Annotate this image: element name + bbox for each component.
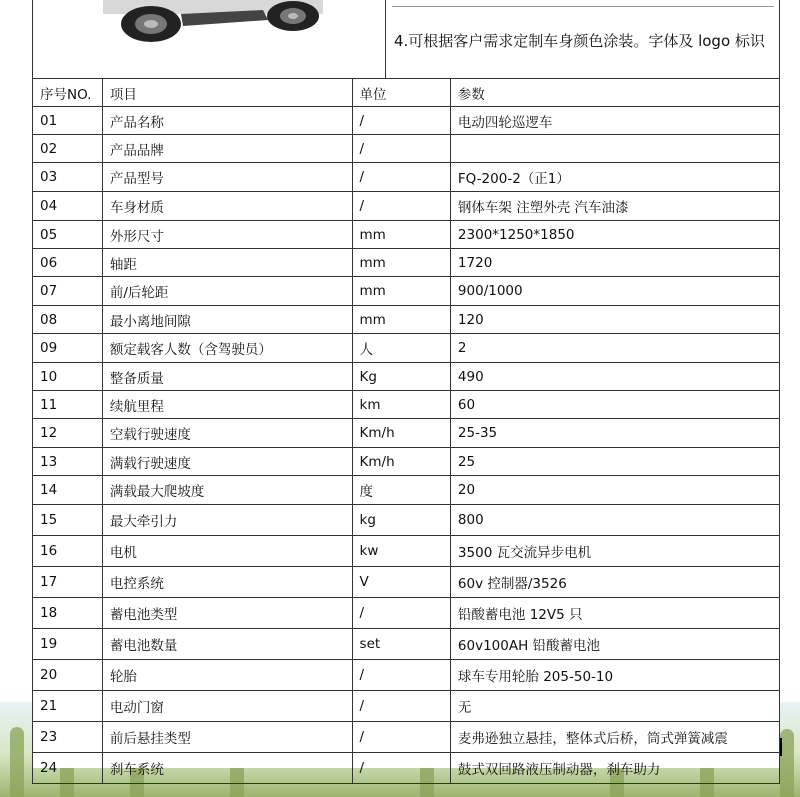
cell-no: 13: [33, 448, 103, 476]
table-row: [33, 249, 780, 277]
cell-item: 电动门窗: [102, 691, 352, 722]
table-row: [33, 192, 780, 221]
cell-value: 3500 瓦交流异步电机: [450, 536, 779, 567]
table-row: [33, 629, 780, 660]
table-row: [33, 277, 780, 306]
cell-value: 鼓式双回路液压制动器，刹车助力: [450, 753, 779, 784]
table-row: [33, 448, 780, 476]
cell-no: 12: [33, 419, 103, 448]
cell-unit: km: [352, 391, 450, 419]
cell-item: 蓄电池数量: [102, 629, 352, 660]
cell-value: 麦弗逊独立悬挂，整体式后桥，筒式弹簧减震: [450, 722, 779, 753]
cell-unit: /: [352, 192, 450, 221]
vehicle-photo: [93, 0, 333, 44]
cell-item: 轴距: [102, 249, 352, 277]
cell-value: 25-35: [450, 419, 779, 448]
cell-value: [450, 135, 779, 163]
table-row: [33, 363, 780, 391]
cell-value: 800: [450, 505, 779, 536]
cell-unit: V: [352, 567, 450, 598]
cell-value: 1720: [450, 249, 779, 277]
product-header-box: [32, 0, 780, 78]
spec-table: [32, 78, 780, 784]
cell-item: 蓄电池类型: [102, 598, 352, 629]
cell-item: 整备质量: [102, 363, 352, 391]
cell-no: 08: [33, 306, 103, 334]
cell-value: 铅酸蓄电池 12V5 只: [450, 598, 779, 629]
cell-no: 11: [33, 391, 103, 419]
table-header-row: [33, 79, 780, 107]
cell-value: FQ-200-2（正1）: [450, 163, 779, 192]
cell-item: 产品名称: [102, 107, 352, 135]
table-row: [33, 660, 780, 691]
cell-value: 钢体车架 注塑外壳 汽车油漆: [450, 192, 779, 221]
cell-item: 前后悬挂类型: [102, 722, 352, 753]
cell-item: 电控系统: [102, 567, 352, 598]
table-row: [33, 536, 780, 567]
cell-item: 前/后轮距: [102, 277, 352, 306]
table-row: [33, 505, 780, 536]
customization-note: 4.可根据客户需求定制车身颜色涂装。字体及 logo 标识: [394, 32, 765, 50]
cell-unit: /: [352, 660, 450, 691]
cell-item: 产品型号: [102, 163, 352, 192]
table-row: [33, 691, 780, 722]
cell-unit: mm: [352, 306, 450, 334]
table-row: [33, 722, 780, 753]
cell-item: 最大牵引力: [102, 505, 352, 536]
cell-value: 120: [450, 306, 779, 334]
table-row: [33, 753, 780, 784]
cell-unit: /: [352, 691, 450, 722]
header-value: 参数: [450, 79, 779, 107]
table-row: [33, 419, 780, 448]
table-row: [33, 107, 780, 135]
cell-no: 16: [33, 536, 103, 567]
cell-unit: mm: [352, 249, 450, 277]
cell-value: 25: [450, 448, 779, 476]
cell-unit: kw: [352, 536, 450, 567]
cell-unit: mm: [352, 277, 450, 306]
table-row: [33, 163, 780, 192]
cell-value: 490: [450, 363, 779, 391]
cell-no: 10: [33, 363, 103, 391]
cell-unit: /: [352, 163, 450, 192]
table-row: [33, 306, 780, 334]
divider: [392, 6, 774, 7]
cell-no: 23: [33, 722, 103, 753]
cell-no: 07: [33, 277, 103, 306]
cell-item: 最小离地间隙: [102, 306, 352, 334]
cell-unit: Km/h: [352, 448, 450, 476]
header-unit: 单位: [352, 79, 450, 107]
table-row: [33, 391, 780, 419]
cell-no: 03: [33, 163, 103, 192]
header-no: 序号NO.: [33, 79, 103, 107]
text-cursor: [780, 738, 782, 756]
cell-no: 14: [33, 476, 103, 505]
cell-value: 60v100AH 铅酸蓄电池: [450, 629, 779, 660]
table-row: [33, 334, 780, 363]
cell-no: 17: [33, 567, 103, 598]
cell-item: 电机: [102, 536, 352, 567]
cell-unit: kg: [352, 505, 450, 536]
cell-no: 18: [33, 598, 103, 629]
cell-item: 满载最大爬坡度: [102, 476, 352, 505]
cell-item: 续航里程: [102, 391, 352, 419]
cell-no: 06: [33, 249, 103, 277]
cell-unit: /: [352, 135, 450, 163]
cell-item: 车身材质: [102, 192, 352, 221]
cell-no: 09: [33, 334, 103, 363]
cell-unit: 人: [352, 334, 450, 363]
cell-item: 空载行驶速度: [102, 419, 352, 448]
table-row: [33, 567, 780, 598]
cell-item: 额定载客人数（含驾驶员）: [102, 334, 352, 363]
cell-no: 21: [33, 691, 103, 722]
cell-value: 2300*1250*1850: [450, 221, 779, 249]
table-row: [33, 476, 780, 505]
cell-item: 满载行驶速度: [102, 448, 352, 476]
cell-value: 球车专用轮胎 205-50-10: [450, 660, 779, 691]
cell-value: 60: [450, 391, 779, 419]
cell-unit: /: [352, 722, 450, 753]
cell-unit: /: [352, 107, 450, 135]
cell-no: 19: [33, 629, 103, 660]
cell-value: 60v 控制器/3526: [450, 567, 779, 598]
table-row: [33, 135, 780, 163]
cell-item: 刹车系统: [102, 753, 352, 784]
cell-value: 20: [450, 476, 779, 505]
cell-item: 外形尺寸: [102, 221, 352, 249]
cell-no: 04: [33, 192, 103, 221]
table-row: [33, 221, 780, 249]
cell-no: 02: [33, 135, 103, 163]
cell-value: 无: [450, 691, 779, 722]
cell-value: 电动四轮巡逻车: [450, 107, 779, 135]
cell-no: 24: [33, 753, 103, 784]
cell-unit: Kg: [352, 363, 450, 391]
cell-unit: Km/h: [352, 419, 450, 448]
cell-unit: /: [352, 753, 450, 784]
cell-value: 2: [450, 334, 779, 363]
cell-no: 15: [33, 505, 103, 536]
cell-no: 01: [33, 107, 103, 135]
cell-value: 900/1000: [450, 277, 779, 306]
cell-no: 20: [33, 660, 103, 691]
cell-unit: /: [352, 598, 450, 629]
cell-unit: set: [352, 629, 450, 660]
customization-note-cell: [385, 0, 780, 78]
cell-item: 轮胎: [102, 660, 352, 691]
cell-unit: 度: [352, 476, 450, 505]
header-item: 项目: [102, 79, 352, 107]
cell-item: 产品品牌: [102, 135, 352, 163]
table-row: [33, 598, 780, 629]
spec-document: [32, 0, 780, 778]
cell-no: 05: [33, 221, 103, 249]
cell-unit: mm: [352, 221, 450, 249]
